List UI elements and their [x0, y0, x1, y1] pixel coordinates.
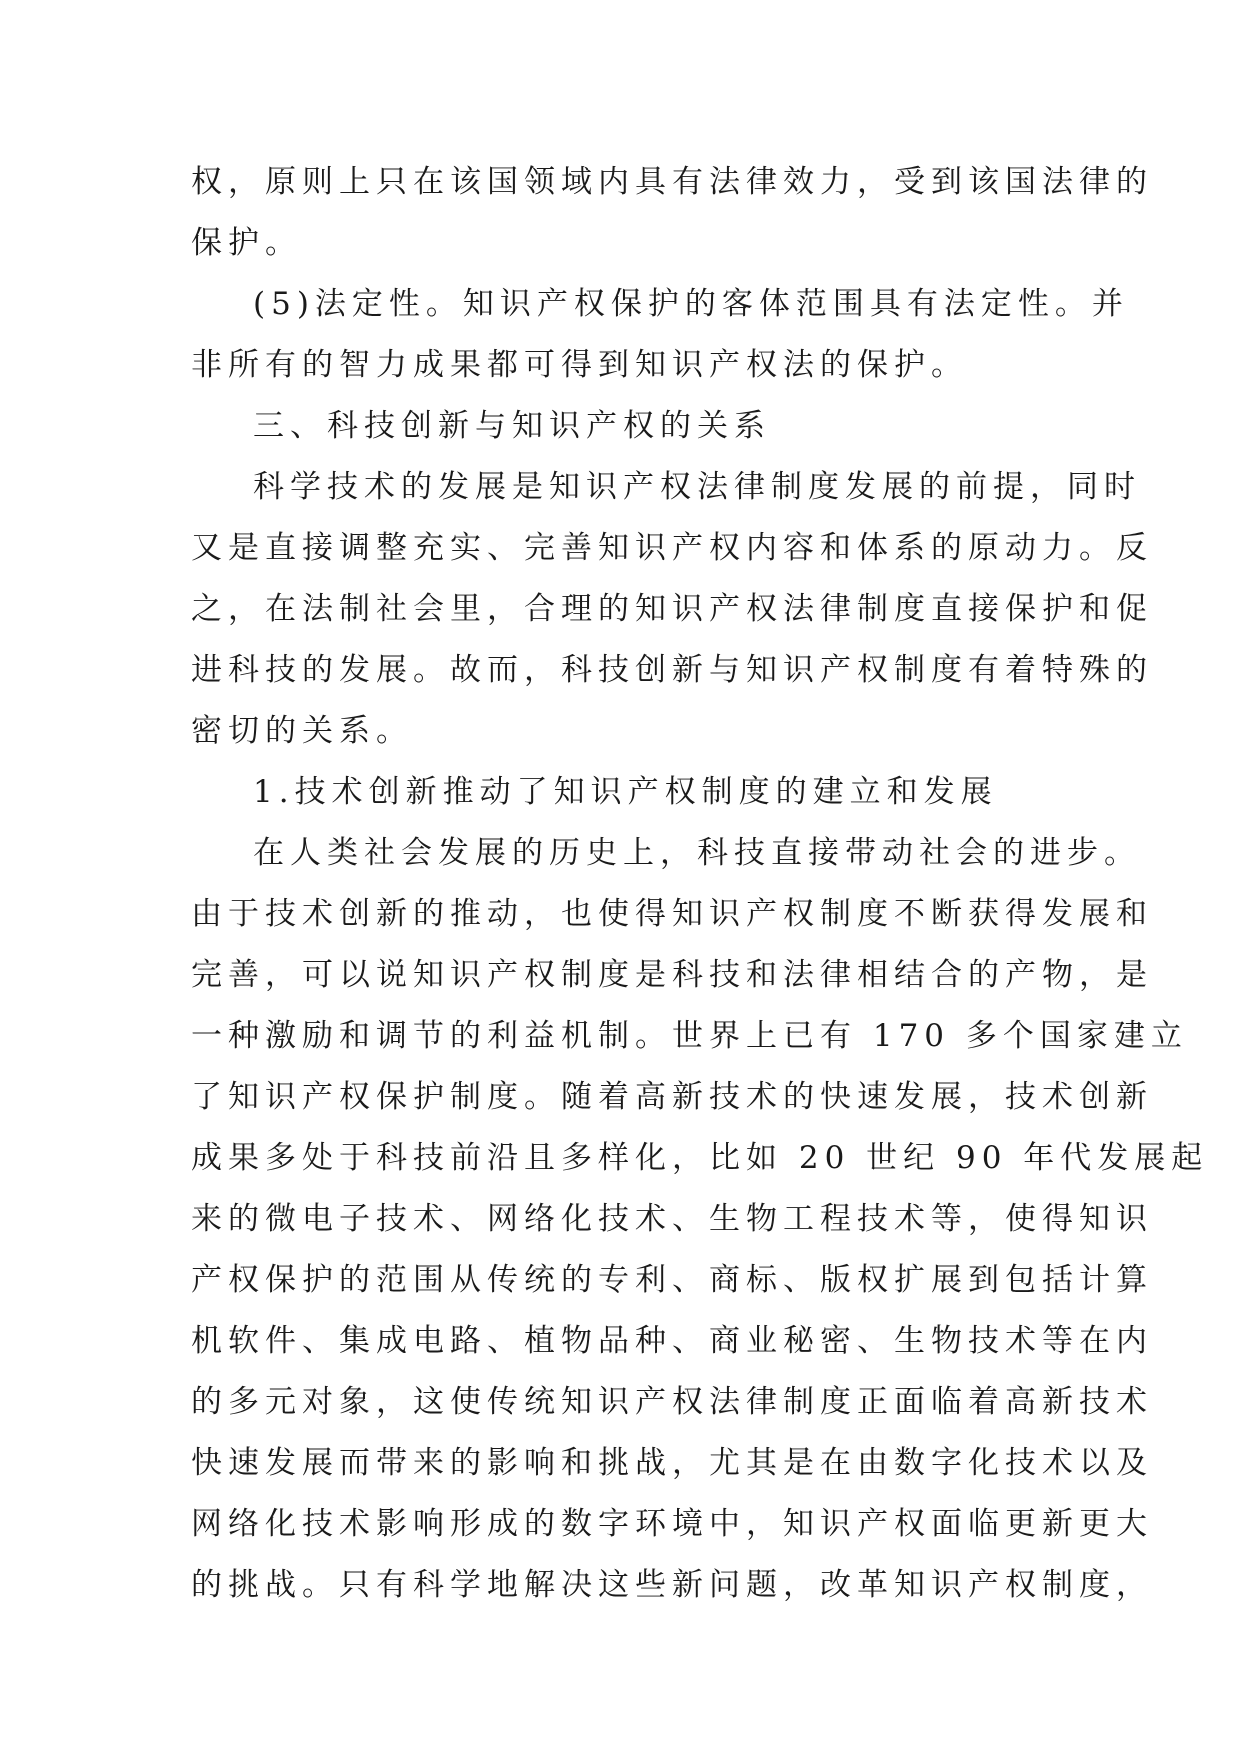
text-line: 非所有的智力成果都可得到知识产权法的保护。	[191, 347, 968, 383]
text-line: 快速发展而带来的影响和挑战，尤其是在由数字化技术以及	[191, 1445, 1153, 1481]
text-line: 机软件、集成电路、植物品种、商业秘密、生物技术等在内	[191, 1323, 1153, 1359]
text-line: 之，在法制社会里，合理的知识产权法律制度直接保护和促	[191, 591, 1153, 627]
text-line: (5)法定性。知识产权保护的客体范围具有法定性。并	[253, 286, 1129, 322]
text-line: 1.技术创新推动了知识产权制度的建立和发展	[253, 774, 998, 810]
text-line: 的多元对象，这使传统知识产权法律制度正面临着高新技术	[191, 1384, 1153, 1420]
text-line: 的挑战。只有科学地解决这些新问题，改革知识产权制度，	[191, 1567, 1153, 1603]
text-line: 来的微电子技术、网络化技术、生物工程技术等，使得知识	[191, 1201, 1153, 1237]
text-line: 成果多处于科技前沿且多样化，比如 20 世纪 90 年代发展起	[191, 1140, 1209, 1176]
body-text	[191, 152, 1209, 1616]
text-line: 网络化技术影响形成的数字环境中，知识产权面临更新更大	[191, 1506, 1153, 1542]
text-line: 又是直接调整充实、完善知识产权内容和体系的原动力。反	[191, 530, 1153, 566]
text-line: 产权保护的范围从传统的专利、商标、版权扩展到包括计算	[191, 1262, 1153, 1298]
text-line: 了知识产权保护制度。随着高新技术的快速发展，技术创新	[191, 1079, 1153, 1115]
text-line: 完善，可以说知识产权制度是科技和法律相结合的产物，是	[191, 957, 1153, 993]
text-line: 一种激励和调节的利益机制。世界上已有 170 多个国家建立	[191, 1018, 1188, 1054]
text-line: 保护。	[191, 225, 302, 261]
text-line: 进科技的发展。故而，科技创新与知识产权制度有着特殊的	[191, 652, 1153, 688]
text-line: 由于技术创新的推动，也使得知识产权制度不断获得发展和	[191, 896, 1153, 932]
text-line: 三、科技创新与知识产权的关系	[253, 408, 771, 444]
text-line: 科学技术的发展是知识产权法律制度发展的前提，同时	[253, 469, 1141, 505]
text-line: 密切的关系。	[191, 713, 413, 749]
text-line: 权，原则上只在该国领域内具有法律效力，受到该国法律的	[191, 164, 1153, 200]
text-line: 在人类社会发展的历史上，科技直接带动社会的进步。	[253, 835, 1141, 871]
